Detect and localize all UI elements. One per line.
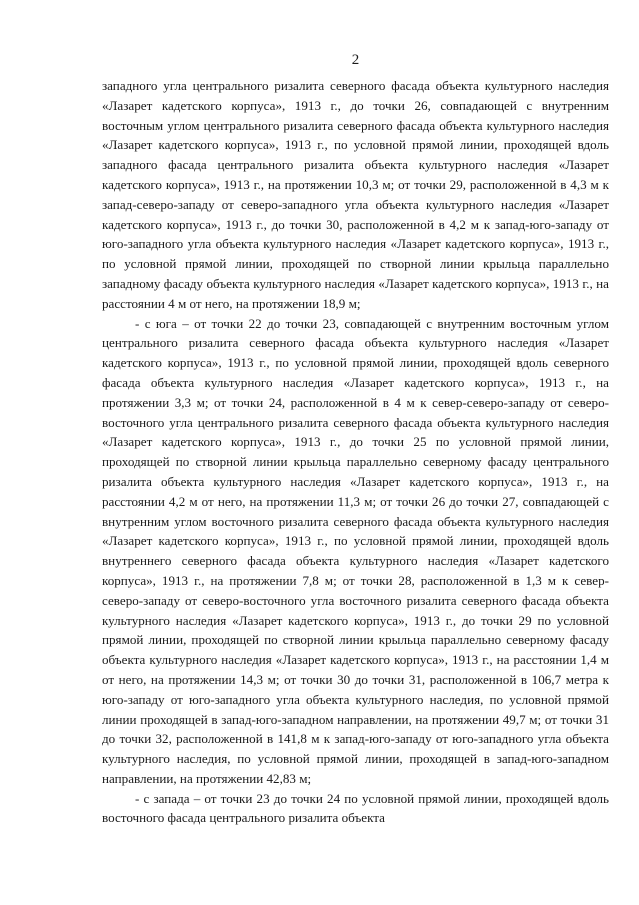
page-number: 2 (351, 52, 360, 68)
paragraph-3: - с запада – от точки 23 до точки 24 по условной прямой линии, проходящей вдоль восточного фасада центрального ризалита объекта (102, 790, 609, 826)
paragraph-1: западного угла центрального ризалита северного фасада объекта культурного наследия «Лазарет кадетского корпуса», 1913 г., до точки 26, совпадающей с внутренним восточным углом центрального ризалита северного фасада объекта культурного наследия «Лазарет кадетского корпуса», 1913 г., по условной прямой линии, проходящей вдоль западного фасада центрального ризалита объекта культурного наследия «Лазарет кадетского корпуса», 1913 г., на протяжении 10,3 м; от точки 29, расположенной в 4,3 м к запад-северо-западу от северо-западного угла объекта культурного наследия «Лазарет кадетского корпуса», 1913 г., до точки 30, расположенной в 4,2 м к запад-юго-западу от юго-западного угла объекта культурного наследия «Лазарет кадетского корпуса», 1913 г., по условной прямой линии, проходящей по створной линии крыльца параллельно западному фасаду объекта культурного наследия «Лазарет кадетского корпуса», 1913 г., на расстоянии 4 м от него, на протяжении 18,9 м; (102, 78, 609, 311)
paragraph-2: - с юга – от точки 22 до точки 23, совпадающей с внутренним восточным углом центрального ризалита северного фасада объекта культурного наследия «Лазарет кадетского корпуса», 1913 г., по условной прямой линии, проходящей вдоль северного фасада объекта культурного наследия «Лазарет кадетского корпуса», 1913 г., на протяжении 3,3 м; от точки 24, расположенной в 4 м к север-северо-западу от северо-восточного угла центрального ризалита северного фасада объекта культурного наследия «Лазарет кадетского корпуса», 1913 г., до точки 25 по условной прямой линии, проходящей по створной линии крыльца параллельно северному фасаду центрального ризалита объекта культурного наследия «Лазарет кадетского корпуса», 1913 г., на расстоянии 4,2 м от него, на протяжении 11,3 м; от точки 26 до точки 27, совпадающей с внутренним углом восточного ризалита северного фасада объекта культурного наследия «Лазарет кадетского корпуса», 1913 г., по условной прямой линии, проходящей вдоль внутреннего северного фасада объекта культурного наследия «Лазарет кадетского корпуса», 1913 г., на протяжении 7,8 м; от точки 28, расположенной в 1,3 м к север-северо-западу от северо-восточного угла восточного ризалита северного фасада объекта культурного наследия «Лазарет кадетского корпуса», 1913 г., до точки 29 по условной прямой линии, проходящей по створной линии крыльца параллельно северному фасаду объекта культурного наследия «Лазарет кадетского корпуса», 1913 г., на расстоянии 1,4 м от него, на протяжении 14,3 м; от точки 30 до точки 31, расположенной в 106,7 метра к юго-западу от юго-западного угла объекта культурного наследия, по условной прямой линии проходящей в запад-юго-западном направлении, на протяжении 49,7 м; от точки 31 до точки 32, расположенной в 141,8 м к запад-юго-западу от юго-западного угла объекта культурного наследия, по условной прямой линии, проходящей в запад-юго-западном направлении, на протяжении 42,83 м; (102, 315, 609, 786)
document-body (102, 76, 609, 828)
